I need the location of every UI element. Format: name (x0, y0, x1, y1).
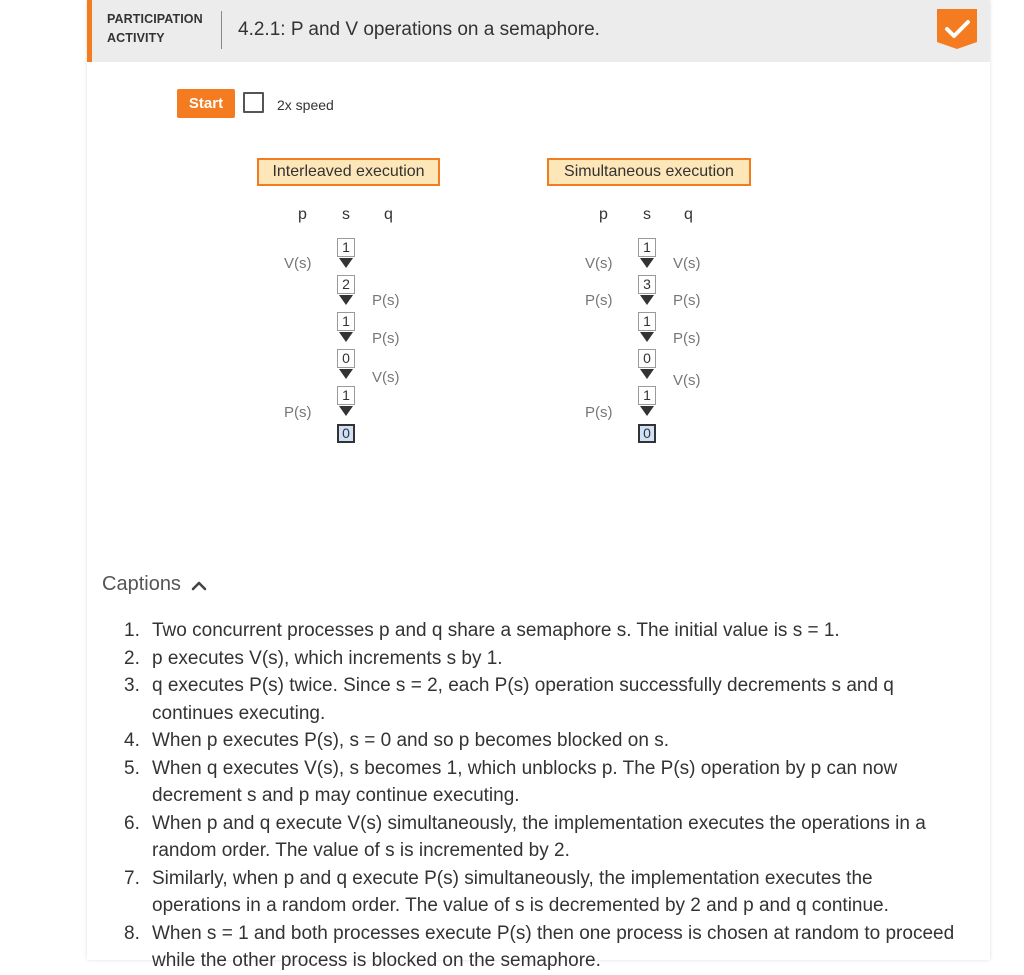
activity-title: 4.2.1: P and V operations on a semaphore. (238, 19, 600, 40)
caption-text: When p and q execute V(s) simultaneously, the implementation executes the operations in a random order. The value of s is incremented by 2. (152, 812, 926, 861)
activity-type-line1: PARTICIPATION (107, 12, 203, 26)
start-button[interactable]: Start (177, 89, 235, 118)
simultaneous-arrow-1 (640, 258, 654, 268)
interleaved-p-op-1: V(s) (284, 255, 312, 272)
caption-item (120, 727, 960, 755)
simultaneous-value-4: 0 (638, 349, 656, 368)
interleaved-arrow-3 (339, 332, 353, 342)
caption-number: 1. (124, 620, 140, 641)
interleaved-column-s: s (342, 206, 350, 223)
caption-number: 6. (124, 812, 140, 834)
caption-number: 5. (124, 757, 140, 779)
completion-badge (937, 9, 977, 49)
caption-number: 3. (124, 675, 140, 696)
interleaved-value-5: 1 (337, 386, 355, 405)
simultaneous-value-1: 1 (638, 238, 656, 257)
simultaneous-q-op-4: V(s) (673, 372, 701, 389)
interleaved-arrow-4 (339, 369, 353, 379)
simultaneous-value-5: 1 (638, 386, 656, 405)
simultaneous-arrow-5 (640, 406, 654, 416)
speed-label: 2x speed (277, 97, 334, 113)
captions-toggle[interactable] (102, 573, 207, 596)
caption-item (120, 672, 960, 727)
interleaved-q-op-2: P(s) (372, 330, 400, 347)
interleaved-value-4: 0 (337, 349, 355, 368)
header-divider (221, 11, 222, 49)
simultaneous-value-current: 0 (638, 424, 656, 443)
speed-checkbox[interactable] (243, 92, 264, 113)
simultaneous-q-op-3: P(s) (673, 330, 701, 347)
simultaneous-value-3: 1 (638, 312, 656, 331)
caption-text: Two concurrent processes p and q share a semaphore s. The initial value is s = 1. (152, 620, 840, 641)
captions-label: Captions (102, 573, 181, 595)
simultaneous-execution-label: Simultaneous execution (547, 158, 751, 186)
caption-text: p executes V(s), which increments s by 1. (152, 647, 503, 669)
caption-text: q executes P(s) twice. Since s = 2, each P(s) operation successfully decrements s and q continues executing. (152, 675, 894, 724)
interleaved-arrow-1 (339, 258, 353, 268)
simultaneous-q-op-1: V(s) (673, 255, 701, 272)
activity-type-line2: ACTIVITY (107, 31, 165, 45)
check-icon (937, 9, 977, 49)
interleaved-arrow-5 (339, 406, 353, 416)
interleaved-q-op-3: V(s) (372, 369, 400, 386)
caption-item (120, 920, 960, 975)
activity-accent-bar (87, 0, 92, 62)
simultaneous-p-op-1: V(s) (585, 255, 613, 272)
interleaved-column-q: q (384, 206, 393, 223)
interleaved-column-p: p (298, 206, 307, 223)
caption-item (120, 645, 960, 673)
interleaved-execution-label: Interleaved execution (257, 158, 440, 186)
simultaneous-arrow-4 (640, 369, 654, 379)
captions-list (120, 617, 960, 975)
simultaneous-p-op-3: P(s) (585, 404, 613, 421)
caption-item (120, 617, 960, 645)
simultaneous-value-2: 3 (638, 275, 656, 294)
caption-number: 8. (124, 922, 140, 944)
caption-number: 2. (124, 647, 140, 669)
interleaved-value-2: 2 (337, 275, 355, 294)
simultaneous-column-s: s (643, 206, 651, 223)
caption-number: 4. (124, 730, 140, 751)
simultaneous-column-q: q (684, 206, 693, 223)
interleaved-value-1: 1 (337, 238, 355, 257)
caption-text: When s = 1 and both processes execute P(s) then one process is chosen at random to proceed while the other process is blocked on the semaphore. (152, 922, 955, 971)
interleaved-value-3: 1 (337, 312, 355, 331)
caption-item (120, 755, 960, 810)
caption-number: 7. (124, 867, 140, 889)
simultaneous-q-op-2: P(s) (673, 292, 701, 309)
caption-text: When p executes P(s), s = 0 and so p becomes blocked on s. (152, 730, 669, 751)
caption-item (120, 865, 960, 920)
simultaneous-arrow-2 (640, 295, 654, 305)
simultaneous-column-p: p (599, 206, 608, 223)
interleaved-q-op-1: P(s) (372, 292, 400, 309)
caption-text: When q executes V(s), s becomes 1, which unblocks p. The P(s) operation by p can now decrement s and p may continue executing. (152, 757, 898, 806)
activity-type-label (107, 10, 203, 48)
caption-item (120, 810, 960, 865)
caption-text: Similarly, when p and q execute P(s) simultaneously, the implementation executes the operations in a random order. The value of s is decremented by 2 and p and q continue. (152, 867, 889, 916)
interleaved-p-op-2: P(s) (284, 404, 312, 421)
interleaved-arrow-2 (339, 295, 353, 305)
simultaneous-p-op-2: P(s) (585, 292, 613, 309)
simultaneous-arrow-3 (640, 332, 654, 342)
interleaved-value-current: 0 (337, 424, 355, 443)
activity-header (87, 0, 990, 62)
chevron-up-icon (191, 579, 207, 591)
